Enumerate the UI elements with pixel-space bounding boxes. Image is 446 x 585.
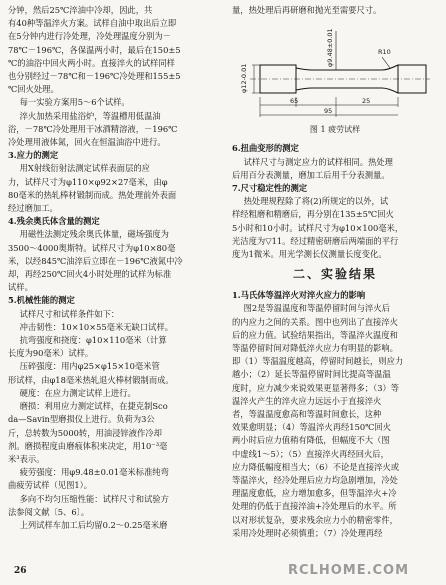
left-column-line: da—Savin型磨损仪上进行。负荷为3公	[8, 414, 155, 425]
right-column-line: 温淬火产生的淬火应力远远小于直接淬火	[232, 395, 382, 406]
right-column-line: 6.扭曲变形的测定	[232, 143, 299, 154]
fatigue-specimen-figure	[232, 21, 438, 121]
left-column-line: 斤，总转数为5000转，用油浸锌液作冷却	[8, 427, 162, 438]
right-column-line: 度为1微米。用光学测长仪测量长度变化。	[232, 249, 387, 260]
left-column-line: 硬度：在应力测定试样上进行。	[19, 387, 136, 398]
left-column-line: 用X射线衍射法测定试样表面层的应	[19, 163, 150, 174]
left-column-line: 每一实验方案用5～6个试样。	[19, 97, 130, 108]
right-column-line: 越小；（2）延长等温停留时间比提高等温温	[232, 369, 391, 380]
left-column-line: 压碎强度：用内φ25×φ15×10毫米管	[19, 361, 160, 372]
right-column-line: 中虚线1～5）；（5）直接淬火再经回火后，	[232, 448, 389, 459]
left-column-line: 形试样，由φ18毫米热轧退火棒材锻制而成。	[8, 374, 174, 385]
right-column-line: 后用百分表测量，磨加工后用千分表测量。	[232, 169, 390, 180]
right-column-line: 等温停留时间对降低淬火应力有明显的影响。	[232, 343, 398, 354]
right-column-line: 处理的仍低于直接淬油+冷处理后的水平。所	[232, 501, 397, 512]
right-column-line: 后的应力值。试验结果指出，等温淬火温度和	[232, 329, 398, 340]
left-column-line: 4.残余奥氏体含量的测定	[8, 216, 100, 227]
right-column-line: 即（1）等温温度越高，停留时间越长，则应力	[232, 356, 404, 367]
left-column-line: 米，以经845℃油淬后立即在－196℃液氮中冷	[8, 255, 183, 266]
right-column-line: 二、实验结果	[292, 267, 377, 282]
watermark: RCLHOME.COM	[288, 563, 410, 578]
right-column-line: 1.马氏体等温淬火对淬火应力的影响	[232, 290, 366, 301]
right-column-line: 5小时和10小时。试样尺寸为φ10×100毫米，	[232, 222, 404, 233]
left-column-line: 却，再经250℃回火4小时处理的试样为标准	[8, 269, 172, 280]
d2-label: φ9.48±0.01	[326, 28, 334, 68]
right-column-line: 光洁度为▽11。经过精密研磨后两端面的平行	[232, 235, 399, 246]
left-column-line: 米³表示。	[8, 453, 45, 464]
left-column-line: 浴，－78℃冷处理用干冰酒精溶液，－196℃	[8, 123, 178, 134]
right-column-line: 应力降低幅度相当大；（6）不论是直接淬火或	[232, 461, 400, 472]
left-column-line: 也分别经过－78℃和－196℃冷处理和155±5	[8, 71, 181, 82]
left-column-line: ℃的油浴中回火两小时。直接淬火的试样同样	[8, 57, 175, 68]
right-column-line: 试样尺寸与测定应力的试样相同。热处理	[243, 156, 393, 167]
left-column-line: 试样尺寸和试样条件如下：	[19, 308, 120, 319]
specimen-drawing	[232, 21, 438, 121]
right-column-line: 7.尺寸稳定性的测定	[232, 183, 308, 194]
left-column-line: 抗弯强度和挠度：φ10×110毫米（计算	[19, 335, 167, 346]
left-column-line: 冲击韧性：10×10×55毫米无缺口试样。	[19, 321, 174, 332]
right-column-line: 样经粗磨和精磨后，再分别在135±5℃回火	[232, 209, 394, 220]
left-column-line: 上列试样车加工后均留0.2～0.25毫米磨	[19, 519, 168, 530]
right-column-body	[232, 142, 438, 540]
left-column	[8, 4, 218, 532]
dim-95-label: 95	[324, 107, 333, 116]
page-number: 26	[14, 566, 27, 576]
left-column-line: 分钟，然后25℃淬油中冷却，因此，共	[8, 5, 153, 15]
left-column-line: 经过磨加工。	[8, 203, 58, 214]
dim-65-label: 65	[290, 97, 299, 106]
right-column-line: 采用冷处理时必须慎重；（7）冷处理再经	[232, 527, 383, 538]
gauge-top-profile	[296, 65, 398, 70]
right-column-top-text	[232, 4, 438, 17]
left-column-line: 磨损：利用应力测定试样，在捷克制Sco	[19, 401, 168, 412]
left-column-line: 78℃－196℃，各保温两小时，最后在150±5	[8, 44, 181, 55]
left-column-line: 淬火加热采用盐浴炉，等温槽用低温油	[19, 110, 161, 121]
left-column-line: 力，试样尺寸为φ110×φ92×27毫米，由φ	[8, 176, 168, 187]
left-column-line: 冷处理用液体氮，回火在恒温油浴中进行。	[8, 137, 166, 148]
right-column-line: 理温度愈低，应力增加愈多，但等温淬火+冷	[232, 488, 397, 499]
left-column-line: 5.机械性能的测定	[8, 295, 75, 306]
right-column-line: 两小时后应力值稍有降低，但幅度不大（图	[232, 435, 390, 446]
left-column-line: ℃回火处理。	[8, 84, 59, 95]
left-column-line: 80毫米的热轧棒材锻制而成。热处理前外表面	[8, 189, 177, 200]
right-column-line: 的内应力之间的关系。图中也列出了直接淬火	[232, 316, 398, 327]
right-column-line: 以对形状复杂，要求残余应力小的精密零件，	[232, 514, 398, 525]
left-column-line: 多向不均匀压缩性能：试样尺寸和试验方	[19, 493, 169, 504]
d1-label: φ12-0.01	[240, 63, 248, 94]
right-column-line: 等温淬火，经冷处理后应力均急剧增加，冷处	[232, 475, 398, 486]
right-column-line: 效果愈明显；（4）等温淬火再经150℃回火	[232, 422, 391, 433]
right-column-line: 者，等温温度愈高和等温时间愈长，这种	[232, 409, 382, 420]
left-column-line: 有40种等温淬火方案。试样自油中取出后立即	[8, 18, 177, 29]
left-column-line: 疲劳强度：用φ9.48±0.01毫米标准纯弯	[19, 467, 169, 478]
left-column-line: 试样。	[8, 282, 33, 293]
right-column	[232, 4, 438, 540]
figure-caption: 图 1 疲劳试样	[309, 125, 361, 135]
left-column-line: 在5分钟内进行冷处理，冷处理温度分别为－	[8, 31, 171, 42]
right-top-line: 量，热处理后再研磨和抛光至需要尺寸。	[232, 5, 382, 15]
right-column-line: 图2是等温温度和等温停留时间与淬火后	[243, 303, 390, 314]
gauge-bottom-profile	[296, 88, 398, 93]
r-leader	[382, 57, 390, 68]
left-column-line: 曲疲劳试样（见图1）。	[8, 480, 93, 491]
radius-label: R10	[378, 48, 391, 57]
left-column-line: 剂。磨损程度由磨痕体积来决定，用10⁻³毫	[8, 440, 168, 451]
right-column-line: 热处理规程除了将(2)所规定的以外，试	[243, 196, 389, 207]
dim-25-label: 25	[362, 97, 371, 106]
right-column-line: 度时，应力减少来说效果更显著得多；（3）等	[232, 382, 400, 393]
left-column-line: 用磁性法测定残余奥氏体量，磁场强度为	[19, 229, 169, 240]
left-column-line: 法参阅文献〔5、6〕。	[8, 506, 90, 517]
left-column-line: 3500～4000奥斯特。试样尺寸为φ10×80毫	[8, 242, 176, 253]
left-column-line: 长度为90毫米）试样。	[8, 348, 94, 359]
left-column-line: 3.应力的测定	[8, 150, 59, 161]
